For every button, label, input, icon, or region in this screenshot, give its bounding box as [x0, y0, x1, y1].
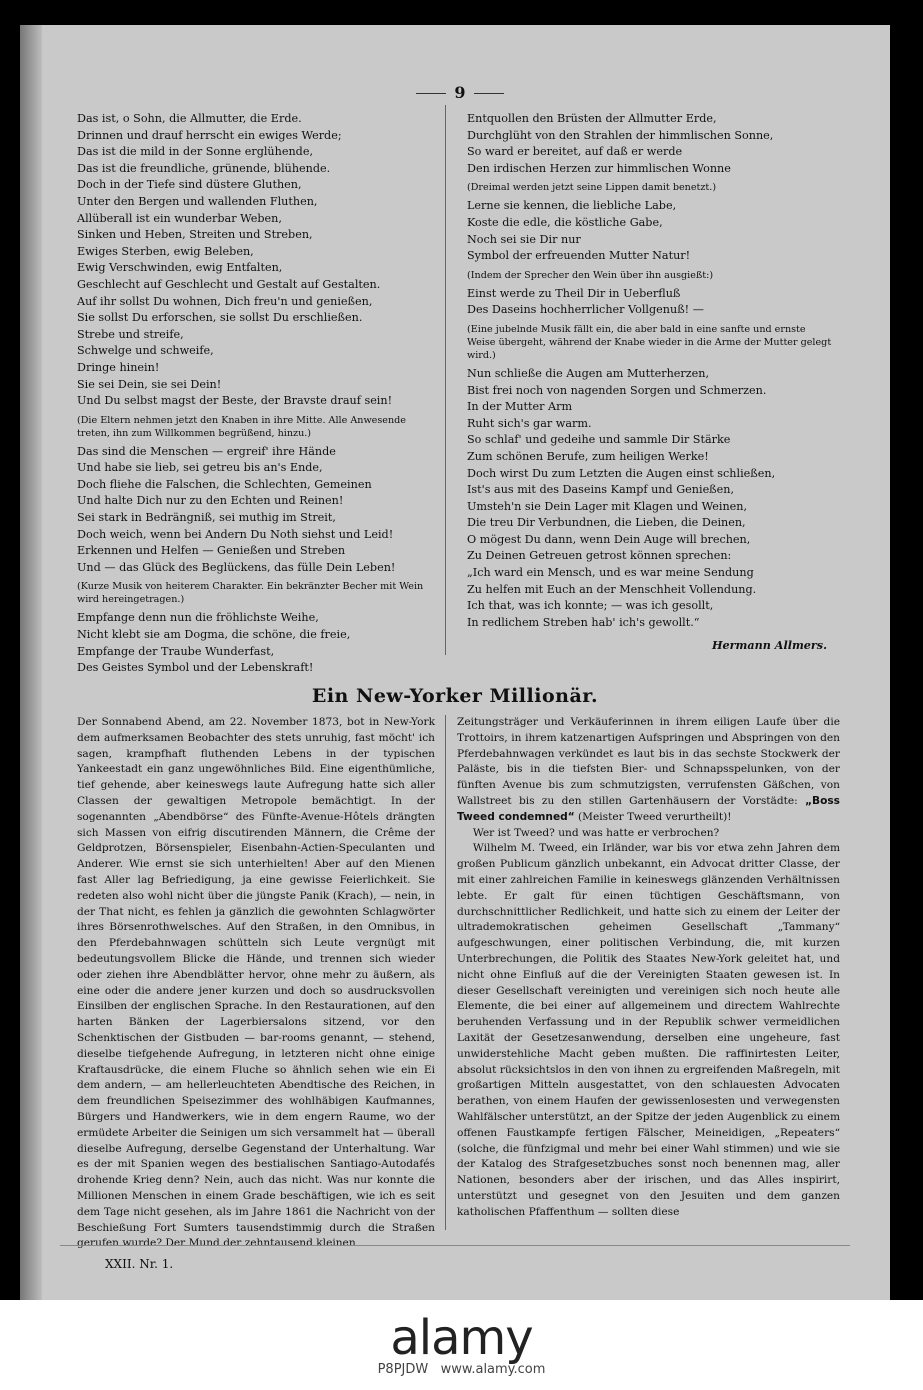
verse-line: Ewig Verschwinden, ewig Entfalten,	[77, 261, 283, 275]
watermark-id: P8PJDW www.alamy.com	[377, 1362, 546, 1377]
column-divider	[445, 105, 446, 655]
verse-line: Ruht sich's gar warm.	[467, 416, 592, 430]
verse-line: Und — das Glück des Beglückens, das fülle Dein Leben!	[77, 560, 396, 574]
verse-line: Des Daseins hochherrlicher Vollgenuß! —	[467, 303, 704, 317]
verse-line: Empfange denn nun die fröhlichste Weihe,	[77, 611, 319, 625]
verse-line: Empfange der Traube Wunderfast,	[77, 644, 275, 658]
column-divider	[445, 715, 446, 1230]
stage-direction: (Indem der Sprecher den Wein über ihn ausgießt:)	[467, 269, 714, 281]
verse-line: Doch wirst Du zum Letzten die Augen einst schließen,	[467, 466, 776, 480]
poem-right-stanza-b	[467, 198, 837, 264]
verse-line: Einst werde zu Theil Dir in Ueberfluß	[467, 286, 681, 300]
stage-direction: (Dreimal werden jetzt seine Lippen damit benetzt.)	[467, 182, 717, 194]
article-paragraph: Zeitungsträger und Verkäuferinnen in ihrem eiligen Laufe über die Trottoirs, in ihrem katzenartigen Aufspringen und Abspringen von den Pferdebahnwagen verkündet es laut bis in das sechste Stockwerk der Paläste, bis in die tiefsten Bier- und Schnapsspelunken, von der fünften Avenue bis zum schmutzigsten, verrufensten Gäßchen, von Wallstreet bis zu den stillen Gartenhäusern der Vorstädte:	[457, 716, 840, 807]
verse-line: Das sind die Menschen — ergreif' ihre Hände	[77, 444, 336, 458]
verse-line: Und Du selbst magst der Beste, der Bravste drauf sein!	[77, 394, 393, 408]
article-quote: „Boss Tweed condemned“	[457, 794, 840, 823]
verse-line: Auf ihr sollst Du wohnen, Dich freu'n und genießen,	[77, 294, 373, 308]
footer-rule	[60, 1245, 850, 1246]
poem-right-stanza-c	[467, 286, 837, 319]
verse-line: Bist frei noch von nagenden Sorgen und Schmerzen.	[467, 383, 767, 397]
article-left-column	[77, 715, 435, 1252]
poem-left-stanza-b	[77, 444, 432, 577]
author-signature: Hermann Allmers.	[711, 638, 827, 653]
verse-line: Das ist, o Sohn, die Allmutter, die Erde.	[77, 112, 302, 125]
stage-direction: (Eine jubelnde Musik fällt ein, die aber bald in eine sanfte und ernste Weise übergeht, während der Knabe wieder in die Arme der Mutter gelegt wird.)	[467, 323, 832, 361]
verse-line: Nun schließe die Augen am Mutterherzen,	[467, 366, 710, 380]
verse-line: „Ich ward ein Mensch, und es war meine Sendung	[467, 566, 754, 580]
verse-line: Zu helfen mit Euch an der Menschheit Vollendung.	[467, 582, 757, 596]
article-paragraph: Der Sonnabend Abend, am 22. November 1873, bot in New-York dem aufmerksamen Beobachter des stets unruhig, fast möcht' ich sagen, krampfhaft fluthenden Lebens in der typischen Yankeestadt ein ganz ungewöhnliches Bild. Eine eigenthümliche, tief gehende, aber keineswegs laute Aufregung hatte sich aller Classen der gewaltigen Metropole bemächtigt. In der sogenannten „Abendbörse“ des Fünfte-Avenue-Hôtels drängten sich Massen von eifrig discutirenden Männern, die Crême der Geldprotzen, Börsenspieler, Eisenbahn-Actien-Speculanten und Anderer. Wie ernst sie sich unterhielten! Aber auf den Mienen fast Aller lag Befriedigung, ja eine gewisse Feierlichkeit. Sie redeten also wohl nicht über die jüngste Panik (Krach), — nein, in der That nicht, es fehlen ja gänzlich die gewohnten Schlagwörter ihres Börsenrothwelsches. Auf den Straßen, in den Omnibus, in den Pferdebahnwagen schütteln sich Leute vergnügt mit bedeutungsvollem Blicke die Hände, und trennen sich wieder oder ziehen ihre Abendblätter hervor, ohne mehr zu äußern, als eine oder die andere jener kurzen und doch so ausdrucksvollen Einsilben der englischen Sprache. In den Restaurationen, auf den harten Bänken der Lagerbiersalons sitzend, vor den Schenktischen der Gistbuden — bar-rooms genannt, — stehend, dieselbe tiefgehende Aufregung, in letzteren nicht ohne einige Kraftausdrücke, die einem Fluche so ähnlich sehen wie ein Ei dem andern, — am hellerleuchteten Abendtische des Reichen, in dem freundlichen Speisezimmer des wohlhäbigen Kaufmannes, Bürgers und Handwerkers, wie in dem engern Raume, wo der ermüdete Arbeiter die Seinigen um sich versammelt hat — überall dieselbe Aufregung, derselbe Gegenstand der Unterhaltung. War es der mit Spanien wegen des bestialischen Santiago-Autodafés drohende Krieg denn? Nein, auch das nicht. Was nur konnte die Millionen Menschen in einem Grade beschäftigen, wie ich es seit dem Tage nicht gesehen, als im Jahre 1861 die Nachricht von der Beschießung Fort Sumters tausendstimmig durch die Straßen gerufen wurde? Der Mund der zehntausend kleinen	[77, 716, 435, 1250]
article-paragraph: Wilhelm M. Tweed, ein Irländer, war bis vor etwa zehn Jahren dem großen Publicum gänzlich unbekannt, ein Advocat dritter Classe, der mit einer zahlreichen Familie in keineswegs glänzenden Verhältnissen lebte. Er galt für einen tüchtigen Geschäftsmann, von durchschnittlicher Redlichkeit, und hatte sich zu einem der Leiter der ultrademokratischen geheimen Gesellschaft „Tammany“ aufgeschwungen, einer politischen Verbindung, die, mit kurzen Unterbrechungen, die Politik des Staates New-York geleitet hat, und nicht ohne Einfluß auf die der Vereinigten Staaten gewesen ist. In dieser Gesellschaft vereinigten und vereinigen sich noch heute alle Elemente, die bei einer auf allgemeinem und directem Wahlrechte beruhenden Verfassung und in der Republik schwer vermeidlichen Laxität der Gesetzesanwendung, derselben eine ungeheure, fast unwiderstehliche Macht geben mußten. Die raffinirtesten Leiter, absolut rücksichtslos in den von ihnen zu ergreifenden Maßregeln, mit großartigen Mitteln ausgestattet, von den schlauesten Advocaten berathen, von einem Haufen der gewissenlosesten und verwegensten Wahlfälscher unterstützt, an der Spitze der jeden Augenblick zu einem offenen Faustkampfe fertigen Fälscher, Meineidigen, „Repeaters“ (solche, die fünfzigmal und mehr bei einer Wahl stimmen) und wie sie der Katalog des Strafgesetzbuches sonst noch benennen mag, aller Nationen, besonders aber der irischen, und das Alles inspirirt, unterstützt und gesegnet von den Jesuiten und dem ganzen katholischen Pfaffenthum — sollten diese	[457, 842, 840, 1218]
verse-line: Ewiges Sterben, ewig Beleben,	[77, 244, 254, 258]
verse-line: Noch sei sie Dir nur	[467, 232, 581, 246]
poem-right-column	[467, 111, 837, 654]
verse-line: So ward er bereitet, auf daß er werde	[467, 145, 683, 159]
verse-line: Nicht klebt sie am Dogma, die schöne, die freie,	[77, 628, 351, 642]
verse-line: In redlichem Streben hab' ich's gewollt.“	[467, 615, 700, 629]
verse-line: Dringe hinein!	[77, 360, 160, 374]
page-number: 9	[380, 83, 540, 102]
verse-line: Das ist die mild in der Sonne erglühende,	[77, 145, 314, 159]
verse-line: Ich that, was ich konnte; — was ich gesollt,	[467, 599, 714, 613]
verse-line: Die treu Dir Verbundnen, die Lieben, die Deinen,	[467, 516, 746, 530]
verse-line: Sei stark in Bedrängniß, sei muthig im Streit,	[77, 511, 336, 525]
newspaper-page	[20, 25, 890, 1300]
verse-line: Symbol der erfreuenden Mutter Natur!	[467, 249, 691, 263]
verse-line: Umsteh'n sie Dein Lager mit Klagen und Weinen,	[467, 499, 748, 513]
verse-line: Durchglüht von den Strahlen der himmlischen Sonne,	[467, 128, 774, 142]
verse-line: Koste die edle, die köstliche Gabe,	[467, 215, 663, 229]
verse-line: Das ist die freundliche, grünende, blühende.	[77, 161, 331, 175]
poem-left-stanza-c	[77, 610, 432, 676]
verse-line: Entquollen den Brüsten der Allmutter Erde,	[467, 112, 717, 125]
poem-right-stanza-a	[467, 111, 837, 177]
article-right-column	[457, 715, 840, 1221]
article-headline: Ein New-Yorker Millionär.	[311, 685, 599, 707]
stock-watermark-bar	[0, 1300, 923, 1390]
verse-line: Den irdischen Herzen zur himmlischen Wonne	[467, 161, 731, 175]
verse-line: O mögest Du dann, wenn Dein Auge will brechen,	[467, 532, 751, 546]
article-paragraph: (Meister Tweed verurtheilt)!	[578, 810, 732, 823]
watermark-logo: alamy	[390, 1310, 533, 1366]
verse-line: Drinnen und drauf herrscht ein ewiges Werde;	[77, 128, 342, 142]
verse-line: Zu Deinen Getreuen getrost können sprechen:	[467, 549, 732, 563]
verse-line: Allüberall ist ein wunderbar Weben,	[77, 211, 282, 225]
poem-right-stanza-d	[467, 366, 837, 632]
poem-left-stanza-a	[77, 111, 432, 410]
verse-line: Sie sei Dein, sie sei Dein!	[77, 377, 222, 391]
verse-line: Und habe sie lieb, sei getreu bis an's Ende,	[77, 461, 323, 475]
verse-line: In der Mutter Arm	[467, 400, 573, 414]
verse-line: Doch weich, wenn bei Andern Du Noth siehst und Leid!	[77, 527, 394, 541]
article-paragraph: Wer ist Tweed? und was hatte er verbrochen?	[472, 826, 720, 839]
verse-line: Zum schönen Berufe, zum heiligen Werke!	[467, 449, 709, 463]
verse-line: Des Geistes Symbol und der Lebenskraft!	[77, 661, 314, 675]
verse-line: Schwelge und schweife,	[77, 344, 214, 358]
issue-number: XXII. Nr. 1.	[105, 1257, 174, 1271]
verse-line: So schlaf' und gedeihe und sammle Dir Stärke	[467, 433, 731, 447]
verse-line: Lerne sie kennen, die liebliche Labe,	[467, 199, 677, 213]
verse-line: Sinken und Heben, Streiten und Streben,	[77, 228, 313, 242]
poem-left-column	[77, 111, 432, 677]
stage-direction: (Kurze Musik von heiterem Charakter. Ein bekränzter Becher mit Wein wird hereingetragen.)	[77, 581, 424, 606]
verse-line: Sie sollst Du erforschen, sie sollst Du erschließen.	[77, 311, 363, 325]
verse-line: Ist's aus mit des Daseins Kampf und Genießen,	[467, 483, 735, 497]
verse-line: Erkennen und Helfen — Genießen und Streben	[77, 544, 346, 558]
verse-line: Doch fliehe die Falschen, die Schlechten, Gemeinen	[77, 477, 372, 491]
stage-direction: (Die Eltern nehmen jetzt den Knaben in ihre Mitte. Alle Anwesende treten, ihn zum Willkommen begrüßend, hinzu.)	[77, 414, 406, 439]
verse-line: Strebe und streife,	[77, 327, 184, 341]
verse-line: Geschlecht auf Geschlecht und Gestalt auf Gestalten.	[77, 277, 381, 291]
verse-line: Und halte Dich nur zu den Echten und Reinen!	[77, 494, 344, 508]
verse-line: Unter den Bergen und wallenden Fluthen,	[77, 194, 318, 208]
verse-line: Doch in der Tiefe sind düstere Gluthen,	[77, 178, 302, 192]
